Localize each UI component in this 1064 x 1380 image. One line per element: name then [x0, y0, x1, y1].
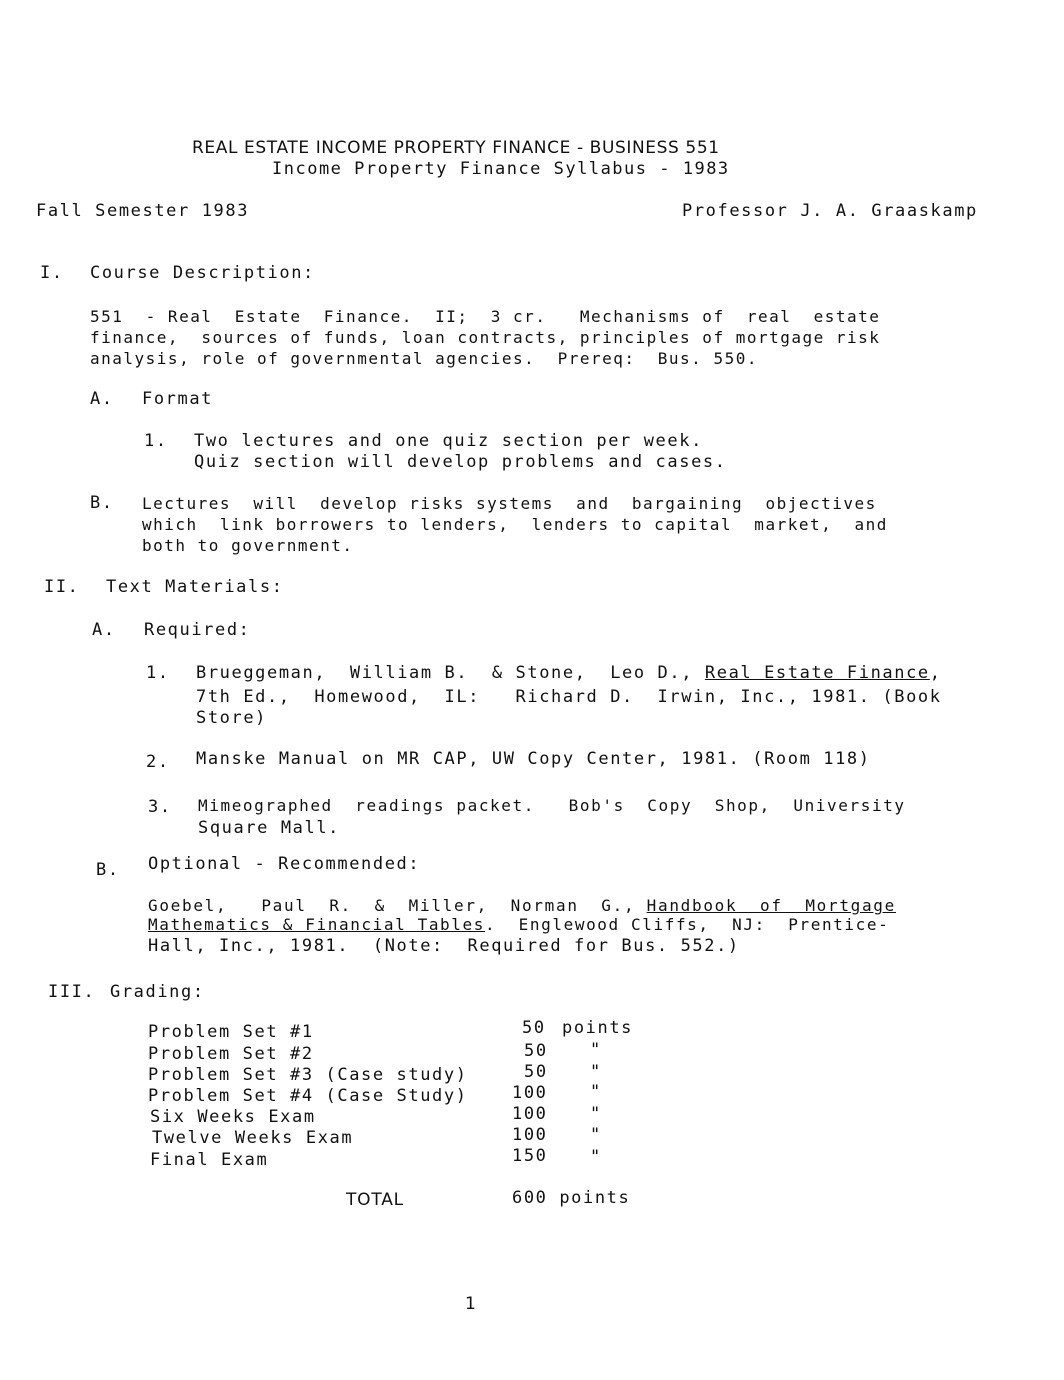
grading-item-unit: ": [590, 1104, 602, 1124]
required-item-1-number: 1.: [146, 663, 170, 683]
required-item-1-line-1: [196, 663, 942, 684]
optional-label: B.: [96, 860, 120, 880]
grading-item-name: Twelve Weeks Exam: [152, 1128, 354, 1148]
grading-item-unit: points: [562, 1018, 634, 1038]
section-3-heading: Grading:: [110, 982, 205, 1002]
grading-item-points: 50: [524, 1041, 548, 1061]
section-2-number: II.: [44, 577, 80, 597]
lectures-line-2: which link borrowers to lenders, lenders to capital market, and: [142, 515, 888, 534]
page-subtitle: Income Property Finance Syllabus - 1983: [272, 159, 730, 179]
section-2-heading: Text Materials:: [106, 577, 284, 597]
section-1-heading: Course Description:: [90, 263, 315, 283]
grading-item-points: 50: [522, 1018, 546, 1038]
lectures-line-1: Lectures will develop risks systems and bargaining objectives: [142, 494, 877, 513]
optional-line-1: [148, 895, 896, 916]
optional-title-part-1: Handbook of Mortgage: [646, 896, 896, 915]
section-3-number: III.: [48, 982, 96, 1002]
course-desc-line-2: finance, sources of funds, loan contracts, principles of mortgage risk: [90, 328, 881, 347]
grading-item-name: Problem Set #2: [148, 1044, 314, 1064]
grading-item-unit: ": [590, 1147, 602, 1167]
optional-title: Optional - Recommended:: [148, 854, 421, 874]
required-item-1-authors: Brueggeman, William B. & Stone, Leo D.,: [196, 663, 705, 683]
required-item-1-line-2: 7th Ed., Homewood, IL: Richard D. Irwin, Inc., 1981. (Book: [196, 687, 942, 707]
grading-total-label: TOTAL: [346, 1190, 404, 1210]
lectures-line-3: both to government.: [142, 536, 354, 555]
lectures-label: B.: [90, 493, 114, 513]
grading-item-name: Final Exam: [150, 1150, 269, 1170]
required-title: Required:: [144, 620, 251, 640]
grading-item-name: Problem Set #3 (Case study): [148, 1065, 468, 1085]
optional-line-2: [148, 914, 889, 935]
section-1-number: I.: [40, 263, 64, 283]
required-item-3-line-1: Mimeographed readings packet. Bob's Copy Shop, University: [198, 796, 906, 815]
grading-item-points: 100: [512, 1104, 548, 1124]
optional-line-3: Hall, Inc., 1981. (Note: Required for Bus. 552.): [148, 936, 740, 956]
required-item-3-number: 3.: [148, 797, 172, 817]
grading-item-unit: ": [590, 1125, 602, 1145]
grading-item-unit: ": [590, 1062, 602, 1082]
grading-item-points: 100: [512, 1083, 548, 1103]
grading-item-unit: ": [590, 1040, 602, 1060]
grading-item-points: 50: [524, 1062, 548, 1082]
required-item-1-line-3: Store): [196, 708, 268, 728]
format-title: Format: [142, 389, 214, 409]
required-item-1-comma: ,: [929, 663, 942, 683]
grading-item-name: Problem Set #4 (Case Study): [148, 1086, 468, 1106]
format-item-line-1: Two lectures and one quiz section per week.: [194, 431, 703, 451]
format-item-line-2: Quiz section will develop problems and cases.: [194, 452, 727, 472]
page-title: REAL ESTATE INCOME PROPERTY FINANCE - BUSINESS 551: [192, 138, 720, 158]
required-label: A.: [92, 620, 116, 640]
optional-authors: Goebel, Paul R. & Miller, Norman G.,: [148, 896, 647, 915]
course-desc-line-1: 551 - Real Estate Finance. II; 3 cr. Mechanisms of real estate: [90, 307, 881, 326]
required-item-2-line: Manske Manual on MR CAP, UW Copy Center, 1981. (Room 118): [196, 749, 871, 769]
course-desc-line-3: analysis, role of governmental agencies. Prereq: Bus. 550.: [90, 349, 758, 368]
optional-publisher: . Englewood Cliffs, NJ: Prentice-: [484, 915, 890, 934]
grading-item-points: 150: [512, 1146, 548, 1166]
professor-label: Professor J. A. Graaskamp: [682, 201, 978, 221]
grading-item-points: 100: [512, 1125, 548, 1145]
grading-item-name: Problem Set #1: [148, 1022, 314, 1042]
required-item-2-number: 2.: [146, 752, 170, 772]
page-number: 1: [465, 1294, 477, 1314]
required-item-1-title: Real Estate Finance: [704, 663, 930, 683]
required-item-3-line-2: Square Mall.: [198, 818, 341, 838]
format-label: A.: [90, 389, 114, 409]
optional-title-part-2: Mathematics & Financial Tables: [148, 915, 485, 934]
format-item-number: 1.: [144, 431, 168, 451]
semester-label: Fall Semester 1983: [36, 201, 250, 221]
grading-item-name: Six Weeks Exam: [150, 1107, 316, 1127]
grading-total-value: 600 points: [512, 1188, 631, 1208]
grading-item-unit: ": [590, 1082, 602, 1102]
